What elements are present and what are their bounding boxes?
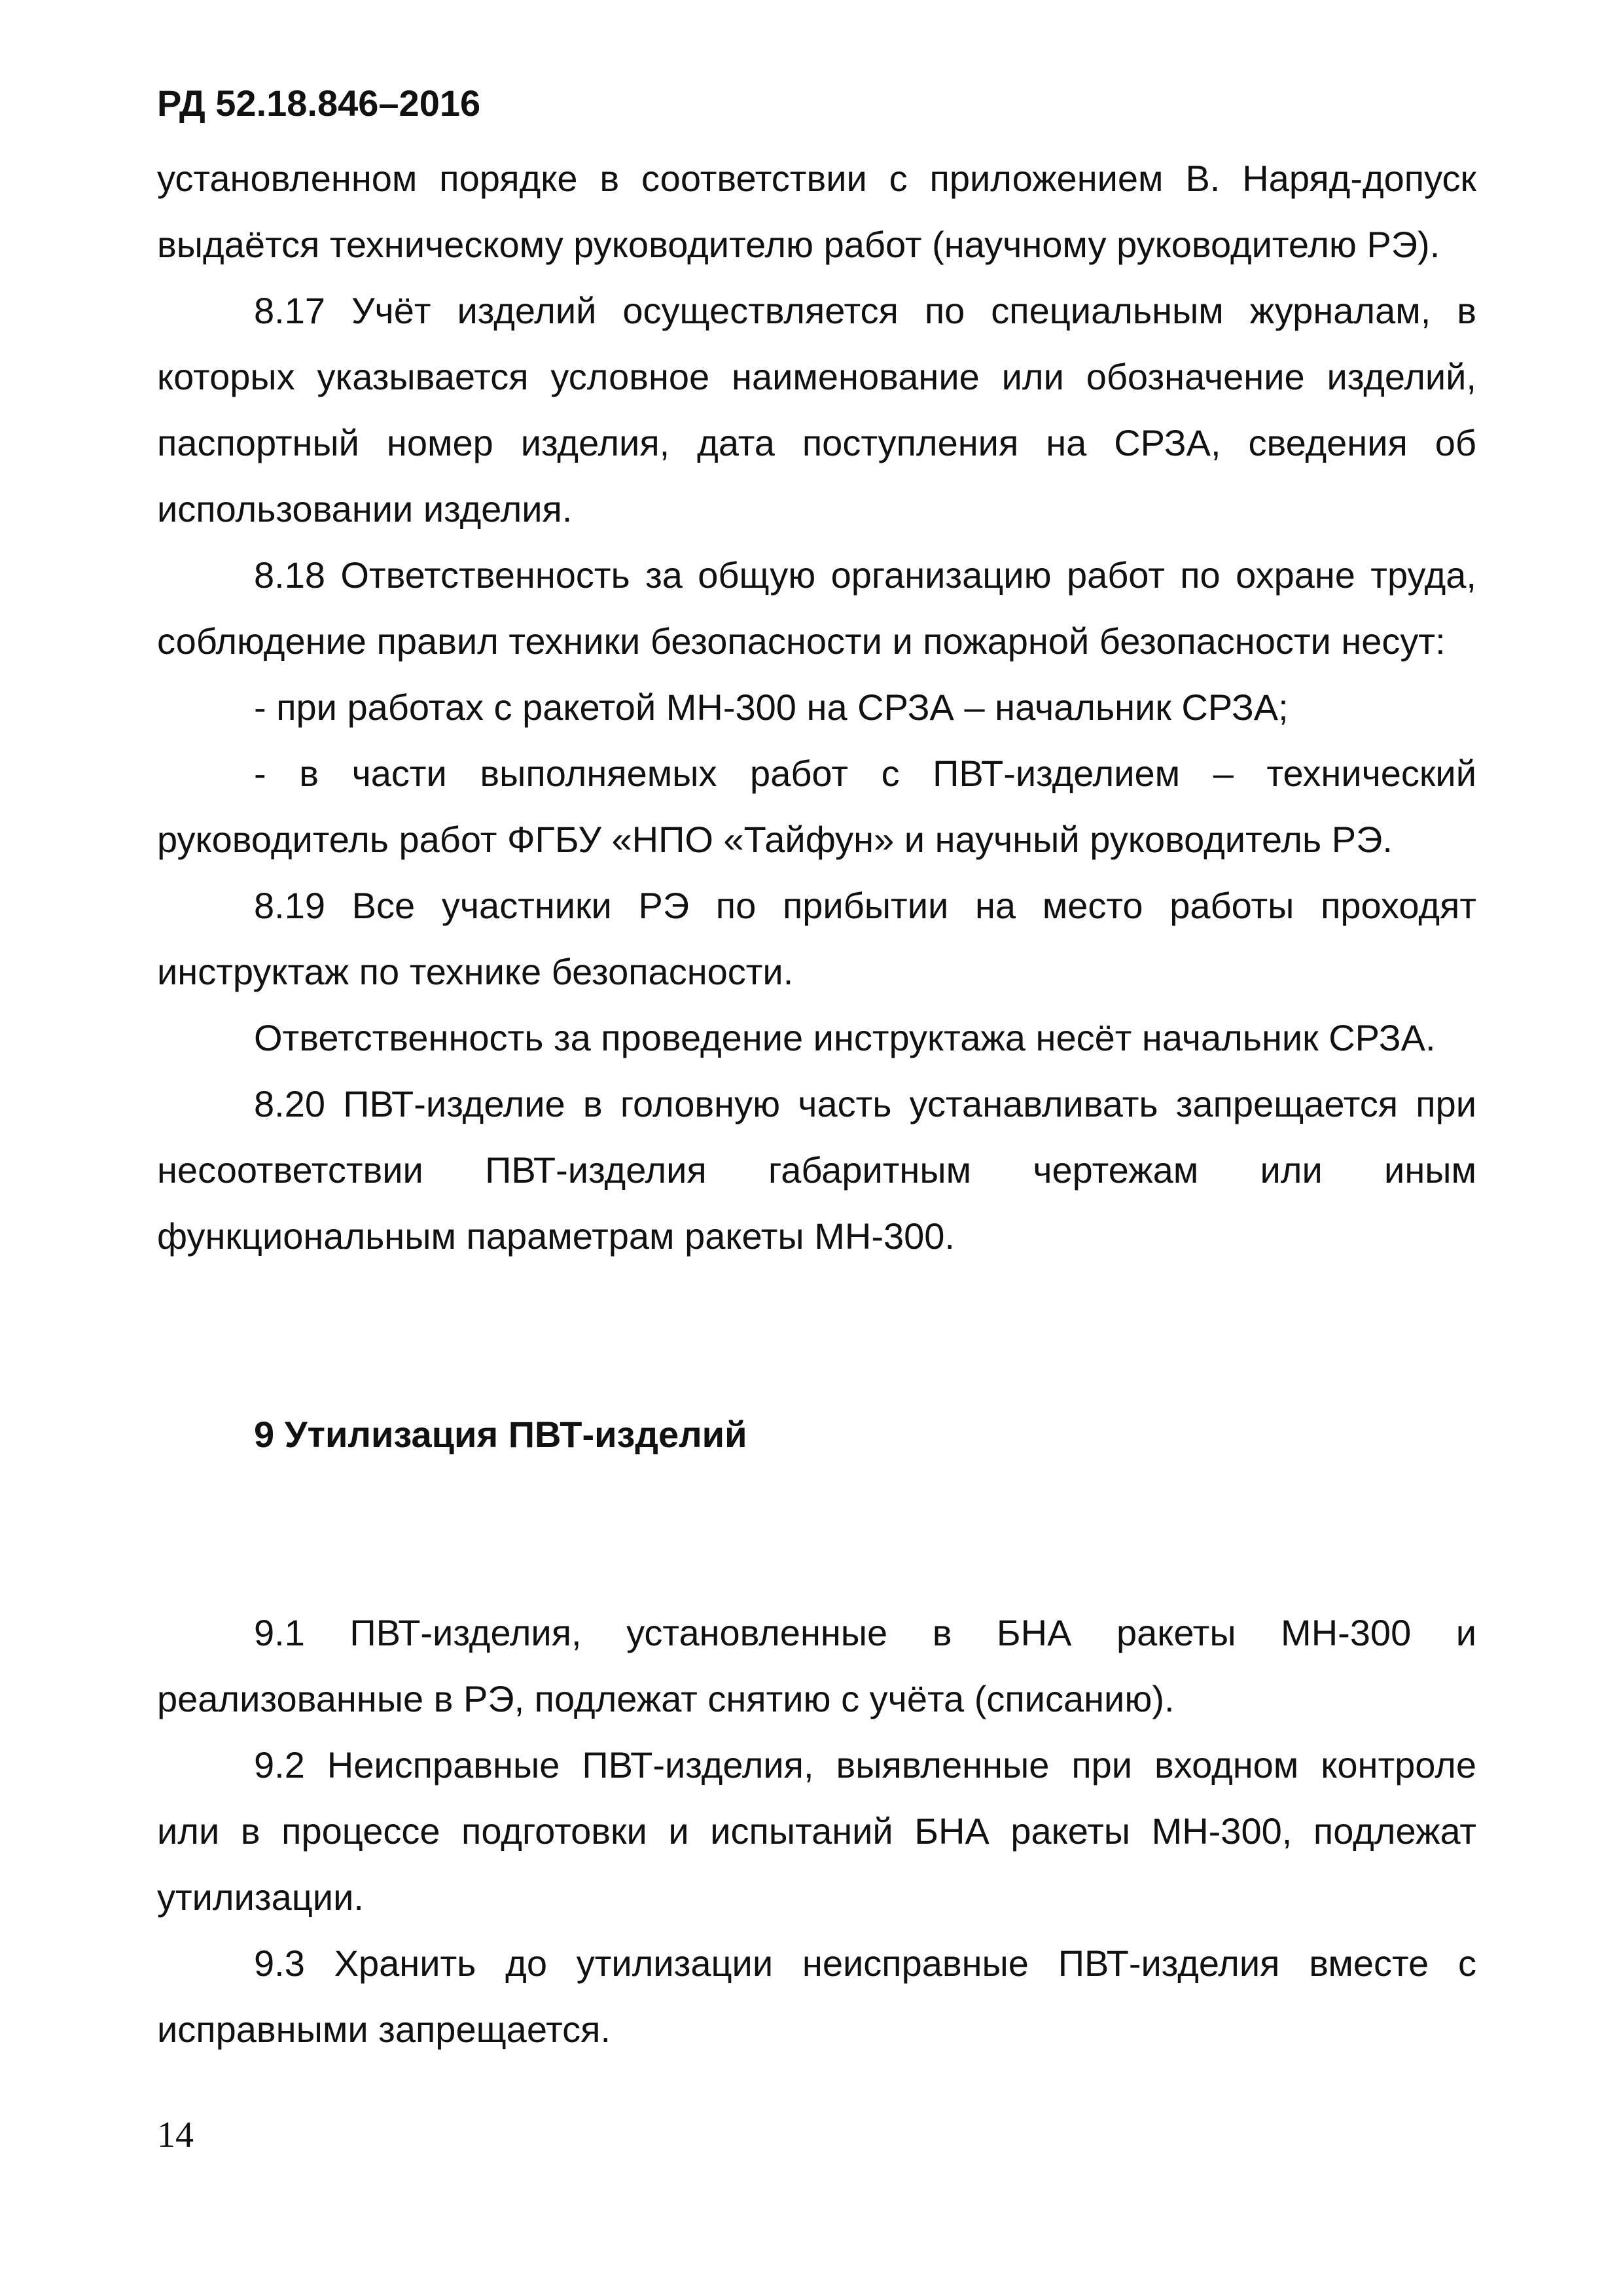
paragraph: 8.19 Все участники РЭ по прибытии на место работы проходят инструктаж по технике безопасности.: [157, 885, 1476, 992]
paragraph: установленном порядке в соответствии с приложением В. Наряд-допуск выдаётся техническому руководителю работ (научному руководителю РЭ).: [157, 158, 1476, 265]
paragraph: 8.20 ПВТ-изделие в головную часть устанавливать запрещается при несоответствии ПВТ-изделия габаритным чертежам или иным функциональным параметрам ракеты МН-300.: [157, 1083, 1476, 1257]
paragraph: 8.17 Учёт изделий осуществляется по специальным журналам, в которых указывается условное наименование или обозначение изделий, паспортный номер изделия, дата поступления на СРЗА, сведения об использовании изделия.: [157, 290, 1476, 529]
list-item: - при работах с ракетой МН-300 на СРЗА – начальник СРЗА;: [254, 687, 1289, 728]
spacer: [157, 1269, 1476, 1401]
document-body: [157, 145, 1476, 2062]
paragraph: 9.1 ПВТ-изделия, установленные в БНА ракеты МН-300 и реализованные в РЭ, подлежат снятию с учёта (списанию).: [157, 1612, 1476, 1719]
page-number: 14: [157, 2115, 194, 2155]
section-heading: 9 Утилизация ПВТ-изделий: [254, 1414, 747, 1455]
paragraph: Ответственность за проведение инструктажа несёт начальник СРЗА.: [254, 1017, 1436, 1058]
list-item: - в части выполняемых работ с ПВТ-изделием – технический руководитель работ ФГБУ «НПО «Тайфун» и научный руководитель РЭ.: [157, 753, 1476, 860]
paragraph: 9.3 Хранить до утилизации неисправные ПВТ-изделия вместе с исправными запрещается.: [157, 1943, 1476, 2050]
paragraph: 9.2 Неисправные ПВТ-изделия, выявленные при входном контроле или в процессе подготовки и испытаний БНА ракеты МН-300, подлежат утилизации.: [157, 1744, 1476, 1918]
paragraph: 8.18 Ответственность за общую организацию работ по охране труда, соблюдение правил техники безопасности и пожарной безопасности несут:: [157, 554, 1476, 662]
spacer: [157, 1467, 1476, 1600]
document-id: РД 52.18.846–2016: [157, 82, 481, 124]
